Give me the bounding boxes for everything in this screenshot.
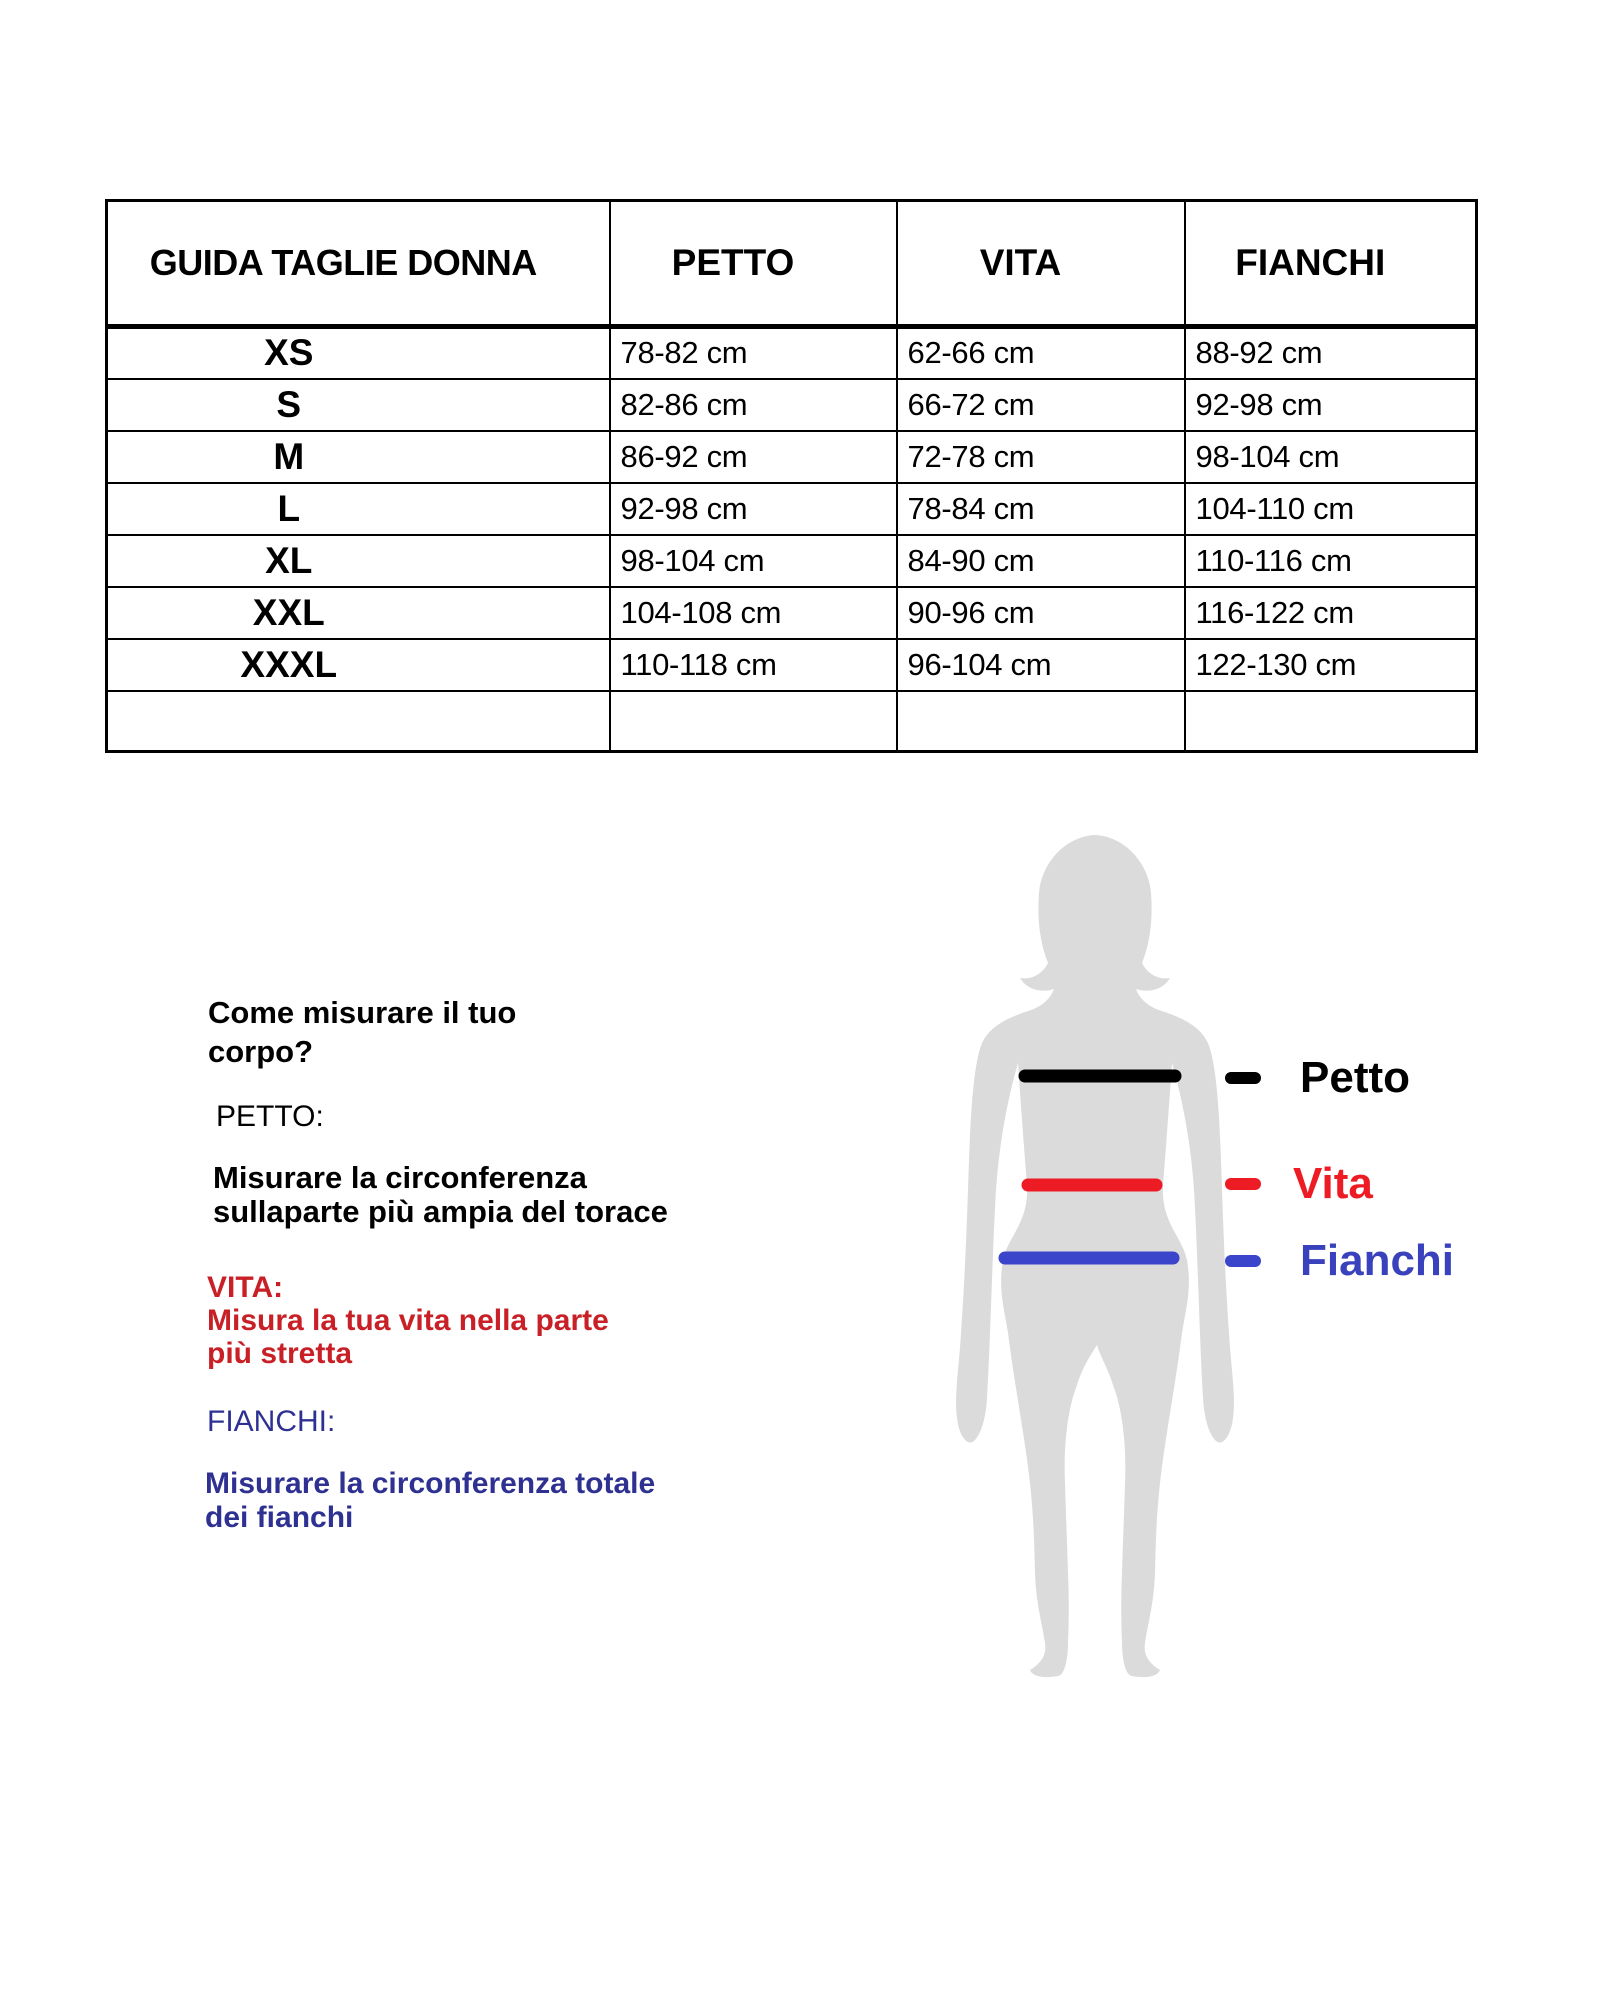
heading-line: corpo? xyxy=(208,1034,314,1069)
legend-fianchi-label: Fianchi xyxy=(1300,1236,1455,1285)
fianchi-instructions xyxy=(205,1467,655,1535)
legend-vita-label: Vita xyxy=(1293,1159,1373,1208)
vita-cell: 84-90 cm xyxy=(897,535,1185,587)
petto-cell: 92-98 cm xyxy=(610,483,897,535)
fianchi-section-label: FIANCHI: xyxy=(207,1405,336,1438)
how-to-measure-heading xyxy=(208,993,516,1071)
fianchi-instruction-line: Misurare la circonferenza totale xyxy=(205,1467,656,1500)
size-cell: XS xyxy=(107,327,610,379)
fianchi-instruction-line: dei fianchi xyxy=(205,1501,354,1534)
fianchi-cell: 92-98 cm xyxy=(1185,379,1477,431)
size-cell: XXXL xyxy=(107,639,610,691)
petto-cell: 110-118 cm xyxy=(610,639,897,691)
table-header-vita: VITA xyxy=(897,201,1185,327)
size-cell xyxy=(107,691,610,752)
fianchi-cell: 98-104 cm xyxy=(1185,431,1477,483)
body-silhouette xyxy=(870,828,1330,1688)
size-cell: L xyxy=(107,483,610,535)
size-guide-table xyxy=(105,199,1478,753)
petto-instruction-line: sullaparte più ampia del torace xyxy=(213,1194,668,1229)
petto-instruction-line: Misurare la circonferenza xyxy=(213,1160,587,1195)
size-cell: XXL xyxy=(107,587,610,639)
table-row-xl xyxy=(107,535,1477,587)
petto-cell: 104-108 cm xyxy=(610,587,897,639)
vita-cell: 72-78 cm xyxy=(897,431,1185,483)
vita-cell: 90-96 cm xyxy=(897,587,1185,639)
table-row-xxl xyxy=(107,587,1477,639)
size-cell: XL xyxy=(107,535,610,587)
petto-cell: 86-92 cm xyxy=(610,431,897,483)
fianchi-cell: 116-122 cm xyxy=(1185,587,1477,639)
vita-cell: 96-104 cm xyxy=(897,639,1185,691)
vita-instruction-line: più stretta xyxy=(207,1337,353,1370)
vita-cell xyxy=(897,691,1185,752)
vita-instructions xyxy=(207,1271,609,1370)
fianchi-cell xyxy=(1185,691,1477,752)
table-row-xxxl xyxy=(107,639,1477,691)
vita-instruction-line: Misura la tua vita nella parte xyxy=(207,1304,609,1337)
vita-cell: 62-66 cm xyxy=(897,327,1185,379)
petto-cell: 78-82 cm xyxy=(610,327,897,379)
table-header-petto: PETTO xyxy=(610,201,897,327)
size-cell: S xyxy=(107,379,610,431)
fianchi-cell: 88-92 cm xyxy=(1185,327,1477,379)
table-row-m xyxy=(107,431,1477,483)
legend-petto-label: Petto xyxy=(1300,1053,1410,1102)
fianchi-cell: 104-110 cm xyxy=(1185,483,1477,535)
petto-cell: 98-104 cm xyxy=(610,535,897,587)
petto-instructions xyxy=(213,1161,668,1229)
table-row-l xyxy=(107,483,1477,535)
table-row-s xyxy=(107,379,1477,431)
petto-cell: 82-86 cm xyxy=(610,379,897,431)
table-header-row xyxy=(107,201,1477,327)
table-header-fianchi: FIANCHI xyxy=(1185,201,1477,327)
petto-cell xyxy=(610,691,897,752)
vita-section-label: VITA: xyxy=(207,1271,284,1304)
petto-section-label: PETTO: xyxy=(216,1100,324,1133)
fianchi-cell: 110-116 cm xyxy=(1185,535,1477,587)
size-cell: M xyxy=(107,431,610,483)
vita-cell: 66-72 cm xyxy=(897,379,1185,431)
table-row-empty xyxy=(107,691,1477,752)
table-header-guida: GUIDA TAGLIE DONNA xyxy=(107,201,610,327)
table-row-xs xyxy=(107,327,1477,379)
fianchi-cell: 122-130 cm xyxy=(1185,639,1477,691)
vita-cell: 78-84 cm xyxy=(897,483,1185,535)
heading-line: Come misurare il tuo xyxy=(208,995,517,1030)
